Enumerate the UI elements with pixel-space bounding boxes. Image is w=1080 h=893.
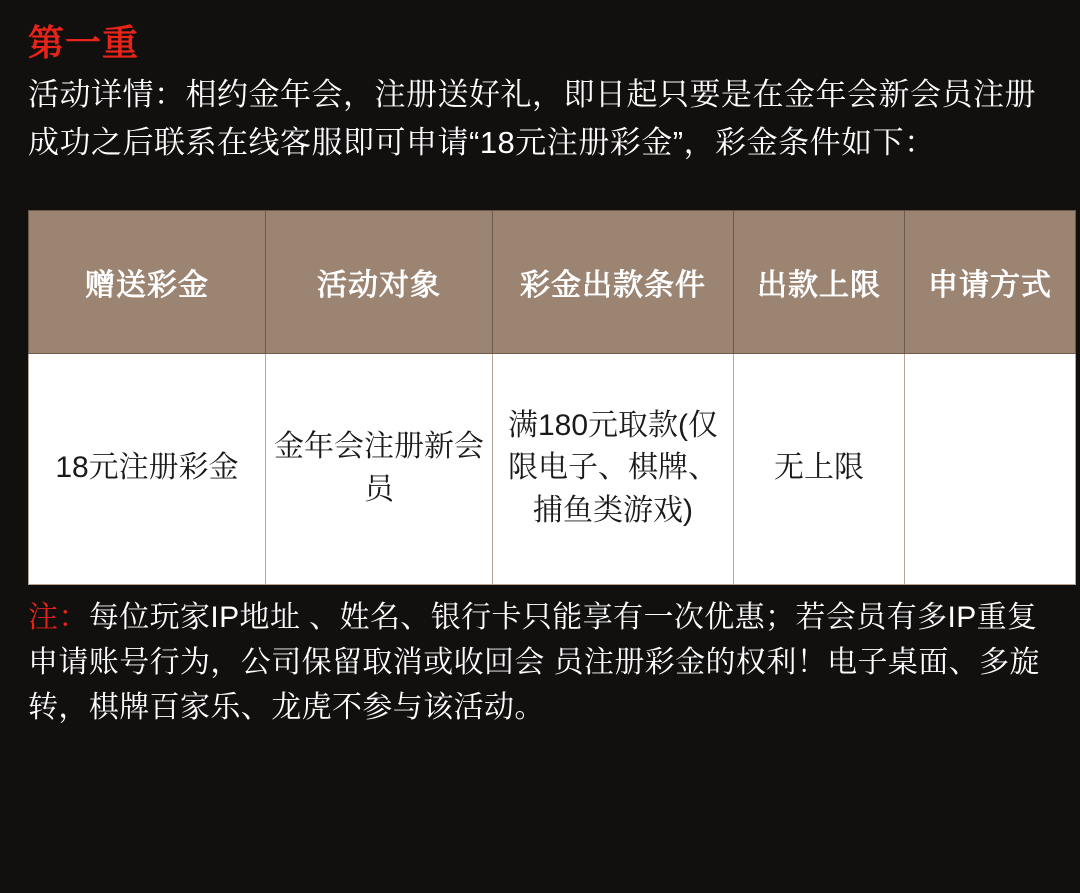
cell-condition: 满180元取款(仅限电子、棋牌、捕鱼类游戏) xyxy=(493,353,734,584)
bonus-table-body xyxy=(29,353,1076,584)
column-header-condition: 彩金出款条件 xyxy=(493,210,734,353)
page-title: 第一重 xyxy=(28,22,140,63)
cell-bonus: 18元注册彩金 xyxy=(29,353,266,584)
bonus-table-container xyxy=(28,210,1052,585)
cell-limit: 无上限 xyxy=(734,353,905,584)
bonus-table xyxy=(28,210,1076,585)
note-label: 注： xyxy=(28,600,89,634)
column-header-apply: 申请方式 xyxy=(905,210,1076,353)
table-header-row xyxy=(29,210,1076,353)
cell-target: 金年会注册新会员 xyxy=(266,353,493,584)
cell-apply xyxy=(905,353,1076,584)
bonus-table-head xyxy=(29,210,1076,353)
note-text: 每位玩家IP地址 、姓名、银行卡只能享有一次优惠；若会员有多IP重复申请账号行为，公司保留取消或收回会 员注册彩金的权利！电子桌面、多旋转，棋牌百家乐、龙虎不参与该活动。 xyxy=(28,600,1040,724)
promotion-description: 活动详情：相约金年会，注册送好礼，即日起只要是在金年会新会员注册成功之后联系在线客服即可申请“18元注册彩金”，彩金条件如下： xyxy=(28,77,1036,160)
column-header-target: 活动对象 xyxy=(266,210,493,353)
column-header-bonus: 赠送彩金 xyxy=(29,210,266,353)
terms-note xyxy=(28,595,1052,730)
column-header-limit: 出款上限 xyxy=(734,210,905,353)
table-row xyxy=(29,353,1076,584)
